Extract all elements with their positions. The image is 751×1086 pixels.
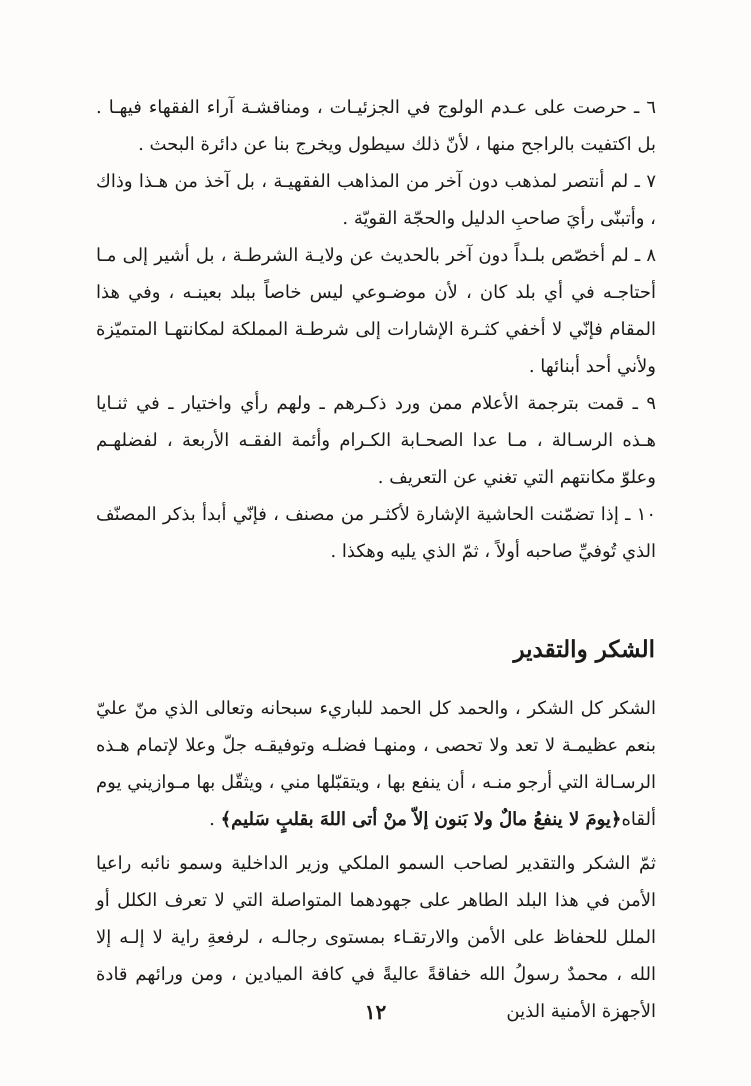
item-number: ٩ xyxy=(646,393,656,414)
list-item xyxy=(96,385,656,496)
item-text: ـ قمت بترجمة الأعلام ممن ورد ذكـرهم ـ ولهم رأي واختيار ـ في ثنـايا هـذه الرسـالة ، مـا عدا الصحـابة الكـرام وأئمة الفقـه الأربعة ، لفضلهـم وعلوّ مكانتهم التي تغني عن التعريف . xyxy=(96,393,656,488)
item-text: ـ إذا تضمّنت الحاشية الإشارة لأكثـر من مصنف ، فإنّي أبدأ بذكر المصنّف الذي تُوفيِّ صاحبه أولاً ، ثمّ الذي يليه وهكذا . xyxy=(96,504,656,562)
item-number: ١٠ xyxy=(636,504,656,525)
list-item xyxy=(96,496,656,570)
paragraph-end: . xyxy=(209,809,221,830)
list-item xyxy=(96,89,656,163)
item-number: ٦ xyxy=(646,97,656,118)
acknowledgement-paragraph-2: ثمّ الشكر والتقدير لصاحب السمو الملكي وزير الداخلية وسمو نائبه راعيا الأمن في هذا البلد الطاهر على جهودهما المتواصلة التي لا تعرف الكلل أو الملل للحفاظ على الأمن والارتقـاء بمستوى رجالـه ، لرفعةِ راية لا إلـه إلا الله ، محمدٌ رسولُ الله خفاقةً عاليةً في كافة الميادين ، ومن ورائهم قادة الأجهزة الأمنية الذين xyxy=(96,853,656,1022)
item-text: ـ لم أنتصر لمذهب دون آخر من المذاهب الفقهيـة ، بل آخذ من هـذا وذاك ، وأتبنّى رأيَ صاحبِ الدليل والحجّة القويّة . xyxy=(96,171,656,229)
list-item xyxy=(96,237,656,385)
section-heading: الشكر والتقدير xyxy=(513,636,655,663)
paragraph-text: الشكر كل الشكر ، والحمد كل الحمد للباريء سبحانه وتعالى الذي منّ عليّ بنعم عظيمـة لا تعد ولا تحصى ، ومنهـا فضلـه وتوفيقـه جلّ وعلا لإتمام هـذه الرسـالة التي أرجو منـه ، أن ينفع بها ، ويتقبّلها مني ، ويثقّل بها مـوازيني يوم ألقاه xyxy=(96,698,656,830)
item-number: ٧ xyxy=(646,171,656,192)
list-item xyxy=(96,163,656,237)
page-number: ١٢ xyxy=(364,1000,387,1024)
methodology-list xyxy=(96,89,656,570)
acknowledgement-paragraph-1 xyxy=(96,690,656,838)
item-text: ـ لم أخصّص بلـداً دون آخر بالحديث عن ولايـة الشرطـة ، بل أشير إلى مـا أحتاجـه في أي بلد كان ، لأن موضـوعي ليس خاصاً ببلد بعينـه ، وفي هذا المقام فإنّي لا أخفي كثـرة الإشارات إلى شرطـة المملكة لمكانتهـا المتميّزة ولأني أحد أبنائها . xyxy=(96,245,656,377)
item-number: ٨ xyxy=(646,245,656,266)
item-text: ـ حرصت على عـدم الولوج في الجزئيـات ، ومناقشـة آراء الفقهاء فيهـا . بل اكتفيت بالراجح منها ، لأنّ ذلك سيطول ويخرج بنا عن دائرة البحث . xyxy=(96,97,656,155)
quran-verse: ﴿يومَ لا ينفعُ مالٌ ولا بَنون إلاّ منْ أتى اللهَ بقلبٍ سَليم﴾ xyxy=(220,809,622,830)
